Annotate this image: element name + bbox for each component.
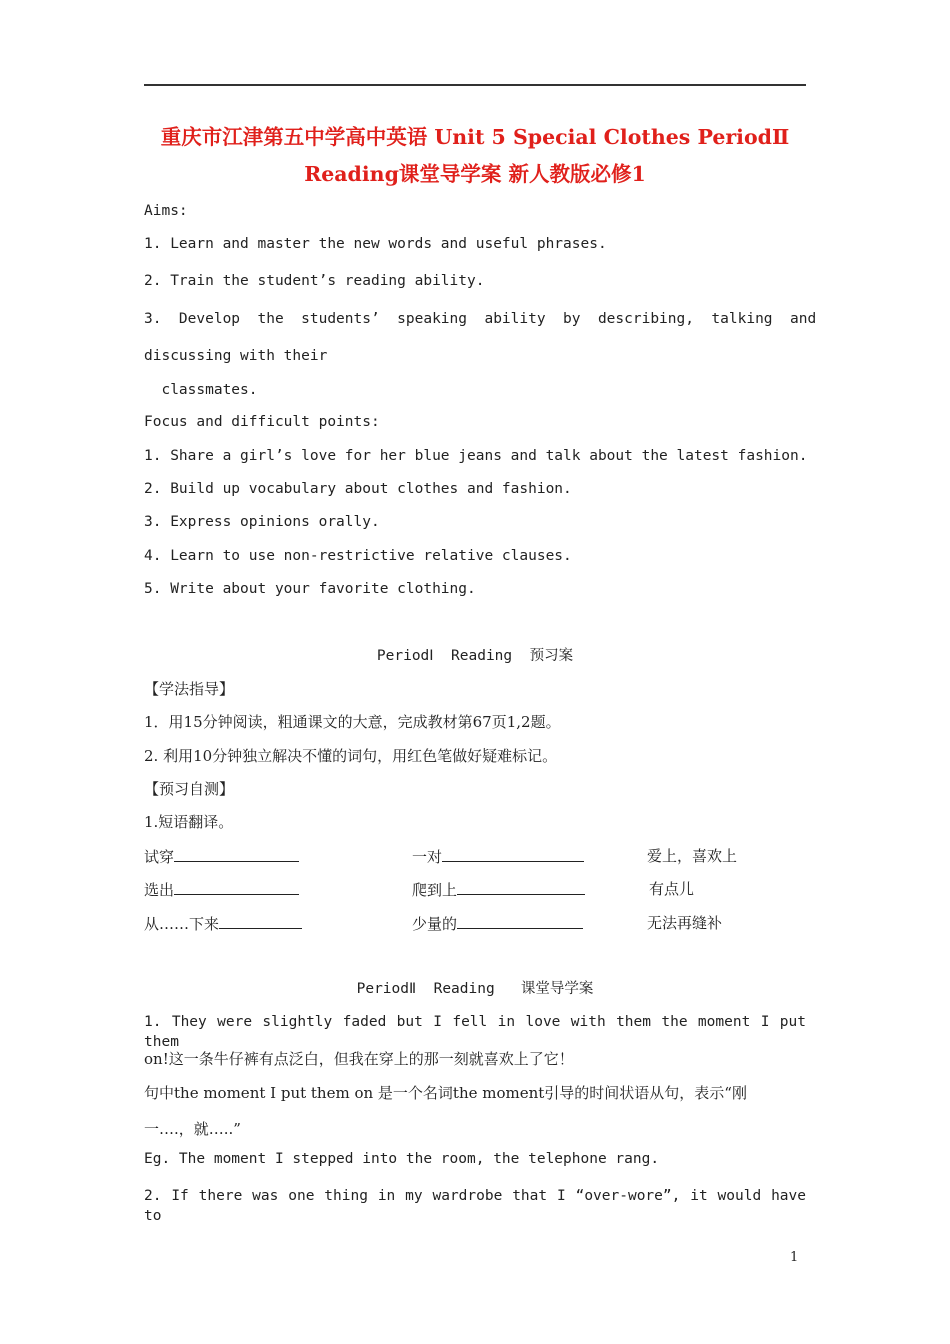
example-sentence: Eg. The moment I stepped into the room, the telephone rang.	[144, 1151, 660, 1167]
answer-blank[interactable]	[219, 913, 302, 929]
aims-item: 2. Train the student’s reading ability.	[144, 273, 485, 289]
reading-text-line: 一….，就…..”	[144, 1120, 241, 1138]
period-1-heading: PeriodⅠ Reading 预习案	[376, 648, 574, 664]
phrase-label: 爬到上	[412, 881, 458, 899]
phrase-label: 无法再缝补	[647, 914, 723, 932]
document-title-line-1: 重庆市江津第五中学高中英语 Unit 5 Special Clothes PeriodⅡ	[160, 125, 790, 149]
phrase-cell	[412, 879, 585, 900]
focus-item: 5. Write about your favorite clothing.	[144, 581, 476, 597]
phrase-label: 有点儿	[649, 880, 695, 898]
phrase-label: 从……下来	[144, 915, 220, 933]
aims-heading: Aims:	[144, 203, 188, 219]
phrase-cell	[144, 879, 299, 900]
focus-item: 1. Share a girl’s love for her blue jeans and talk about the latest fashion.	[144, 448, 808, 464]
document-title-line-2: Reading课堂导学案 新人教版必修1	[304, 162, 646, 186]
focus-item: 2. Build up vocabulary about clothes and fashion.	[144, 481, 572, 497]
reading-text-line: 句中the moment I put them on 是一个名词the moment引导的时间状语从句，表示“刚	[144, 1084, 747, 1102]
aims-item: classmates.	[144, 382, 258, 398]
phrase-translation-heading: 1.短语翻译。	[144, 813, 234, 831]
aims-item: discussing with their	[144, 348, 328, 364]
phrase-label: 爱上，喜欢上	[647, 847, 738, 865]
period-2-heading: PeriodⅡ Reading 课堂导学案	[356, 981, 594, 997]
study-guide-item: 2. 利用10分钟独立解决不懂的词句，用红色笔做好疑难标记。	[144, 747, 558, 765]
answer-blank[interactable]	[457, 879, 585, 895]
study-guide-item: 1．用15分钟阅读，粗通课文的大意，完成教材第67页1,2题。	[144, 713, 561, 731]
phrase-label: 选出	[144, 881, 175, 899]
aims-item: 3. Develop the students’ speaking ability by describing, talking and	[144, 311, 817, 327]
phrase-label: 少量的	[412, 915, 458, 933]
phrase-cell	[412, 846, 584, 867]
focus-item: 3. Express opinions orally.	[144, 514, 380, 530]
page-number: 1	[790, 1250, 799, 1265]
answer-blank[interactable]	[457, 913, 583, 929]
phrase-cell	[144, 846, 299, 867]
phrase-cell	[647, 846, 737, 866]
answer-blank[interactable]	[442, 846, 584, 862]
reading-text-line: 2. If there was one thing in my wardrobe that I “over-wore”, it would have to	[144, 1188, 806, 1224]
reading-text-line: 1. They were slightly faded but I fell in love with them the moment I put them	[144, 1014, 806, 1050]
phrase-label: 一对	[412, 848, 443, 866]
aims-item: 1. Learn and master the new words and useful phrases.	[144, 236, 607, 252]
phrase-label: 试穿	[144, 848, 175, 866]
focus-item: 4. Learn to use non-restrictive relative clauses.	[144, 548, 572, 564]
study-guide-heading: 【学法指导】	[144, 680, 235, 698]
phrase-cell	[412, 913, 583, 934]
answer-blank[interactable]	[174, 879, 299, 895]
phrase-cell	[649, 879, 694, 899]
phrase-cell	[647, 913, 722, 933]
header-rule	[144, 84, 806, 86]
phrase-cell	[144, 913, 302, 934]
self-test-heading: 【预习自测】	[144, 780, 235, 798]
answer-blank[interactable]	[174, 846, 299, 862]
focus-heading: Focus and difficult points:	[144, 414, 380, 430]
reading-text-line: on!这一条牛仔裤有点泛白，但我在穿上的那一刻就喜欢上了它！	[144, 1050, 574, 1068]
